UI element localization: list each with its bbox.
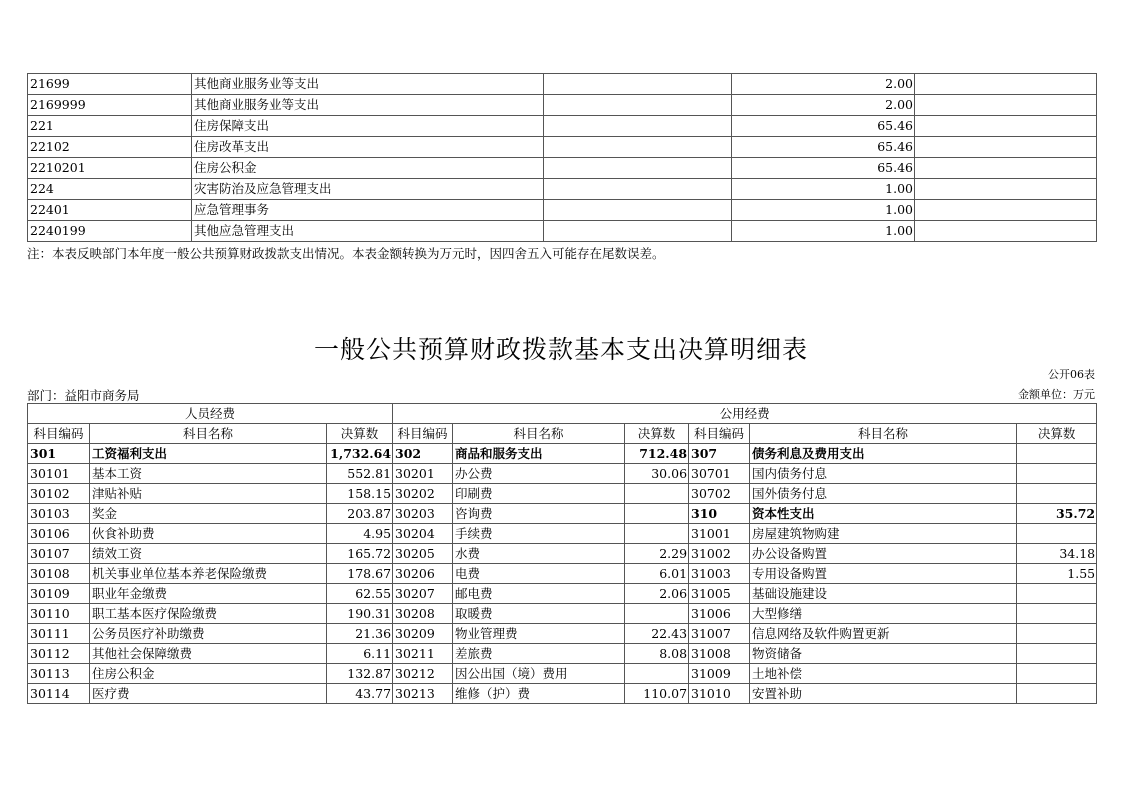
subject-code: 30204 xyxy=(393,524,453,544)
amount-cell: 1.00 xyxy=(732,221,915,242)
subject-code: 30205 xyxy=(393,544,453,564)
subject-name: 维修（护）费 xyxy=(453,684,625,704)
subject-code: 31009 xyxy=(689,664,750,684)
amount-cell xyxy=(915,95,1097,116)
amount-cell xyxy=(1017,644,1097,664)
header-code: 科目编码 xyxy=(28,424,90,444)
subject-name: 医疗费 xyxy=(90,684,327,704)
subject-name: 安置补助 xyxy=(750,684,1017,704)
subject-name: 伙食补助费 xyxy=(90,524,327,544)
subject-code: 224 xyxy=(28,179,192,200)
subject-code: 30102 xyxy=(28,484,90,504)
table-row xyxy=(28,116,1097,137)
table-row xyxy=(28,74,1097,95)
amount-cell: 1.00 xyxy=(732,200,915,221)
subject-name: 住房保障支出 xyxy=(192,116,544,137)
table-row xyxy=(28,564,1097,584)
subject-name: 职工基本医疗保险缴费 xyxy=(90,604,327,624)
amount-cell: 65.46 xyxy=(732,137,915,158)
table-row xyxy=(28,444,1097,464)
header-amount: 决算数 xyxy=(1017,424,1097,444)
subject-name: 因公出国（境）费用 xyxy=(453,664,625,684)
subject-name: 专用设备购置 xyxy=(750,564,1017,584)
subject-code: 21699 xyxy=(28,74,192,95)
amount-cell xyxy=(915,137,1097,158)
subject-code: 31007 xyxy=(689,624,750,644)
amount-cell xyxy=(544,158,732,179)
amount-cell xyxy=(915,158,1097,179)
subject-name: 咨询费 xyxy=(453,504,625,524)
amount-cell: 65.46 xyxy=(732,158,915,179)
subject-code: 30109 xyxy=(28,584,90,604)
amount-cell xyxy=(544,221,732,242)
amount-cell: 62.55 xyxy=(327,584,393,604)
group-header-row xyxy=(28,404,1097,424)
amount-cell: 34.18 xyxy=(1017,544,1097,564)
amount-cell xyxy=(544,200,732,221)
subject-code: 307 xyxy=(689,444,750,464)
subject-name: 住房公积金 xyxy=(192,158,544,179)
subject-code: 30107 xyxy=(28,544,90,564)
subject-code: 31003 xyxy=(689,564,750,584)
subject-code: 30106 xyxy=(28,524,90,544)
subject-code: 31008 xyxy=(689,644,750,664)
amount-cell xyxy=(915,221,1097,242)
amount-cell: 2.06 xyxy=(625,584,689,604)
amount-cell: 30.06 xyxy=(625,464,689,484)
subject-name: 其他应急管理支出 xyxy=(192,221,544,242)
amount-cell xyxy=(625,504,689,524)
amount-cell xyxy=(544,74,732,95)
subject-name: 国内债务付息 xyxy=(750,464,1017,484)
subject-code: 30112 xyxy=(28,644,90,664)
subject-name: 物资储备 xyxy=(750,644,1017,664)
subject-name: 电费 xyxy=(453,564,625,584)
subject-name: 基本工资 xyxy=(90,464,327,484)
subject-code: 221 xyxy=(28,116,192,137)
subject-name: 奖金 xyxy=(90,504,327,524)
subject-code: 30101 xyxy=(28,464,90,484)
subject-name: 公务员医疗补助缴费 xyxy=(90,624,327,644)
amount-cell: 21.36 xyxy=(327,624,393,644)
amount-cell: 65.46 xyxy=(732,116,915,137)
header-name: 科目名称 xyxy=(750,424,1017,444)
subject-code: 30702 xyxy=(689,484,750,504)
subject-name: 差旅费 xyxy=(453,644,625,664)
subject-code: 30701 xyxy=(689,464,750,484)
subject-code: 30212 xyxy=(393,664,453,684)
amount-unit-label: 金额单位：万元 xyxy=(1018,388,1095,401)
subject-code: 30108 xyxy=(28,564,90,584)
subject-code: 2240199 xyxy=(28,221,192,242)
amount-cell xyxy=(915,179,1097,200)
amount-cell xyxy=(1017,524,1097,544)
subject-name: 应急管理事务 xyxy=(192,200,544,221)
amount-cell: 4.95 xyxy=(327,524,393,544)
amount-cell xyxy=(544,95,732,116)
subject-name: 工资福利支出 xyxy=(90,444,327,464)
subject-name: 印刷费 xyxy=(453,484,625,504)
amount-cell: 2.00 xyxy=(732,74,915,95)
amount-cell: 43.77 xyxy=(327,684,393,704)
group-public-header: 公用经费 xyxy=(393,404,1097,424)
table-row xyxy=(28,584,1097,604)
subject-name: 信息网络及软件购置更新 xyxy=(750,624,1017,644)
subject-code: 31010 xyxy=(689,684,750,704)
subject-code: 31001 xyxy=(689,524,750,544)
subject-code: 30111 xyxy=(28,624,90,644)
table-row xyxy=(28,484,1097,504)
amount-cell xyxy=(625,664,689,684)
subject-name: 资本性支出 xyxy=(750,504,1017,524)
continuation-table xyxy=(27,73,1097,242)
subject-code: 30203 xyxy=(393,504,453,524)
subject-name: 物业管理费 xyxy=(453,624,625,644)
subject-code: 30201 xyxy=(393,464,453,484)
subject-code: 310 xyxy=(689,504,750,524)
subject-name: 债务利息及费用支出 xyxy=(750,444,1017,464)
continuation-table-body xyxy=(28,74,1097,242)
basic-expenditure-table xyxy=(27,403,1097,704)
table-row xyxy=(28,604,1097,624)
subject-code: 31006 xyxy=(689,604,750,624)
subject-name: 房屋建筑物购建 xyxy=(750,524,1017,544)
subject-name: 办公设备购置 xyxy=(750,544,1017,564)
subject-name: 水费 xyxy=(453,544,625,564)
header-amount: 决算数 xyxy=(625,424,689,444)
subject-code: 22401 xyxy=(28,200,192,221)
table-body xyxy=(28,444,1097,704)
subject-code: 30110 xyxy=(28,604,90,624)
table-row xyxy=(28,137,1097,158)
subject-name: 手续费 xyxy=(453,524,625,544)
amount-cell: 6.11 xyxy=(327,644,393,664)
subject-code: 30206 xyxy=(393,564,453,584)
amount-cell: 1,732.64 xyxy=(327,444,393,464)
subject-name: 津贴补贴 xyxy=(90,484,327,504)
subject-code: 302 xyxy=(393,444,453,464)
table-row xyxy=(28,158,1097,179)
subject-code: 30209 xyxy=(393,624,453,644)
table-row xyxy=(28,95,1097,116)
amount-cell: 8.08 xyxy=(625,644,689,664)
amount-cell: 35.72 xyxy=(1017,504,1097,524)
amount-cell xyxy=(1017,604,1097,624)
subject-name: 职业年金缴费 xyxy=(90,584,327,604)
subject-name: 国外债务付息 xyxy=(750,484,1017,504)
subject-name: 大型修缮 xyxy=(750,604,1017,624)
table-row xyxy=(28,544,1097,564)
subject-name: 其他商业服务业等支出 xyxy=(192,95,544,116)
subject-code: 30114 xyxy=(28,684,90,704)
header-code: 科目编码 xyxy=(393,424,453,444)
amount-cell: 110.07 xyxy=(625,684,689,704)
subject-name: 基础设施建设 xyxy=(750,584,1017,604)
amount-cell xyxy=(544,179,732,200)
table-row xyxy=(28,524,1097,544)
amount-cell xyxy=(915,200,1097,221)
table-row xyxy=(28,464,1097,484)
subject-name: 其他商业服务业等支出 xyxy=(192,74,544,95)
amount-cell: 132.87 xyxy=(327,664,393,684)
subject-name: 商品和服务支出 xyxy=(453,444,625,464)
subject-code: 30103 xyxy=(28,504,90,524)
table-note: 注：本表反映部门本年度一般公共预算财政拨款支出情况。本表金额转换为万元时，因四舍五入可能存在尾数误差。 xyxy=(27,246,665,261)
amount-cell: 712.48 xyxy=(625,444,689,464)
page-title: 一般公共预算财政拨款基本支出决算明细表 xyxy=(313,335,808,364)
subject-name: 土地补偿 xyxy=(750,664,1017,684)
header-name: 科目名称 xyxy=(90,424,327,444)
amount-cell: 190.31 xyxy=(327,604,393,624)
amount-cell xyxy=(1017,624,1097,644)
amount-cell: 1.00 xyxy=(732,179,915,200)
subject-code: 30202 xyxy=(393,484,453,504)
subject-code: 31005 xyxy=(689,584,750,604)
amount-cell xyxy=(1017,664,1097,684)
amount-cell: 552.81 xyxy=(327,464,393,484)
table-row xyxy=(28,200,1097,221)
header-amount: 决算数 xyxy=(327,424,393,444)
subject-code: 30207 xyxy=(393,584,453,604)
subject-name: 其他社会保障缴费 xyxy=(90,644,327,664)
subject-name: 住房公积金 xyxy=(90,664,327,684)
amount-cell xyxy=(1017,684,1097,704)
table-row xyxy=(28,504,1097,524)
amount-cell: 6.01 xyxy=(625,564,689,584)
subject-code: 30113 xyxy=(28,664,90,684)
amount-cell: 2.00 xyxy=(732,95,915,116)
amount-cell: 2.29 xyxy=(625,544,689,564)
column-header-row xyxy=(28,424,1097,444)
subject-name: 住房改革支出 xyxy=(192,137,544,158)
table-row xyxy=(28,644,1097,664)
table-row xyxy=(28,179,1097,200)
subject-code: 30208 xyxy=(393,604,453,624)
amount-cell xyxy=(625,524,689,544)
subject-name: 办公费 xyxy=(453,464,625,484)
subject-name: 机关事业单位基本养老保险缴费 xyxy=(90,564,327,584)
table-head xyxy=(28,404,1097,444)
subject-code: 2169999 xyxy=(28,95,192,116)
amount-cell: 158.15 xyxy=(327,484,393,504)
amount-cell: 165.72 xyxy=(327,544,393,564)
subject-code: 30211 xyxy=(393,644,453,664)
amount-cell: 22.43 xyxy=(625,624,689,644)
subject-name: 邮电费 xyxy=(453,584,625,604)
amount-cell: 178.67 xyxy=(327,564,393,584)
department-label: 部门：益阳市商务局 xyxy=(27,388,140,403)
subject-code: 22102 xyxy=(28,137,192,158)
header-name: 科目名称 xyxy=(453,424,625,444)
amount-cell xyxy=(915,74,1097,95)
subject-code: 31002 xyxy=(689,544,750,564)
header-code: 科目编码 xyxy=(689,424,750,444)
subject-code: 30213 xyxy=(393,684,453,704)
amount-cell: 203.87 xyxy=(327,504,393,524)
amount-cell: 1.55 xyxy=(1017,564,1097,584)
amount-cell xyxy=(1017,484,1097,504)
subject-code: 2210201 xyxy=(28,158,192,179)
table-row xyxy=(28,624,1097,644)
table-row xyxy=(28,664,1097,684)
group-personnel-header: 人员经费 xyxy=(28,404,393,424)
amount-cell xyxy=(1017,444,1097,464)
form-number: 公开06表 xyxy=(1048,368,1095,381)
amount-cell xyxy=(625,484,689,504)
table-row xyxy=(28,684,1097,704)
amount-cell xyxy=(544,137,732,158)
amount-cell xyxy=(544,116,732,137)
table-row xyxy=(28,221,1097,242)
amount-cell xyxy=(625,604,689,624)
subject-name: 灾害防治及应急管理支出 xyxy=(192,179,544,200)
amount-cell xyxy=(915,116,1097,137)
subject-name: 绩效工资 xyxy=(90,544,327,564)
subject-code: 301 xyxy=(28,444,90,464)
amount-cell xyxy=(1017,464,1097,484)
subject-name: 取暖费 xyxy=(453,604,625,624)
amount-cell xyxy=(1017,584,1097,604)
